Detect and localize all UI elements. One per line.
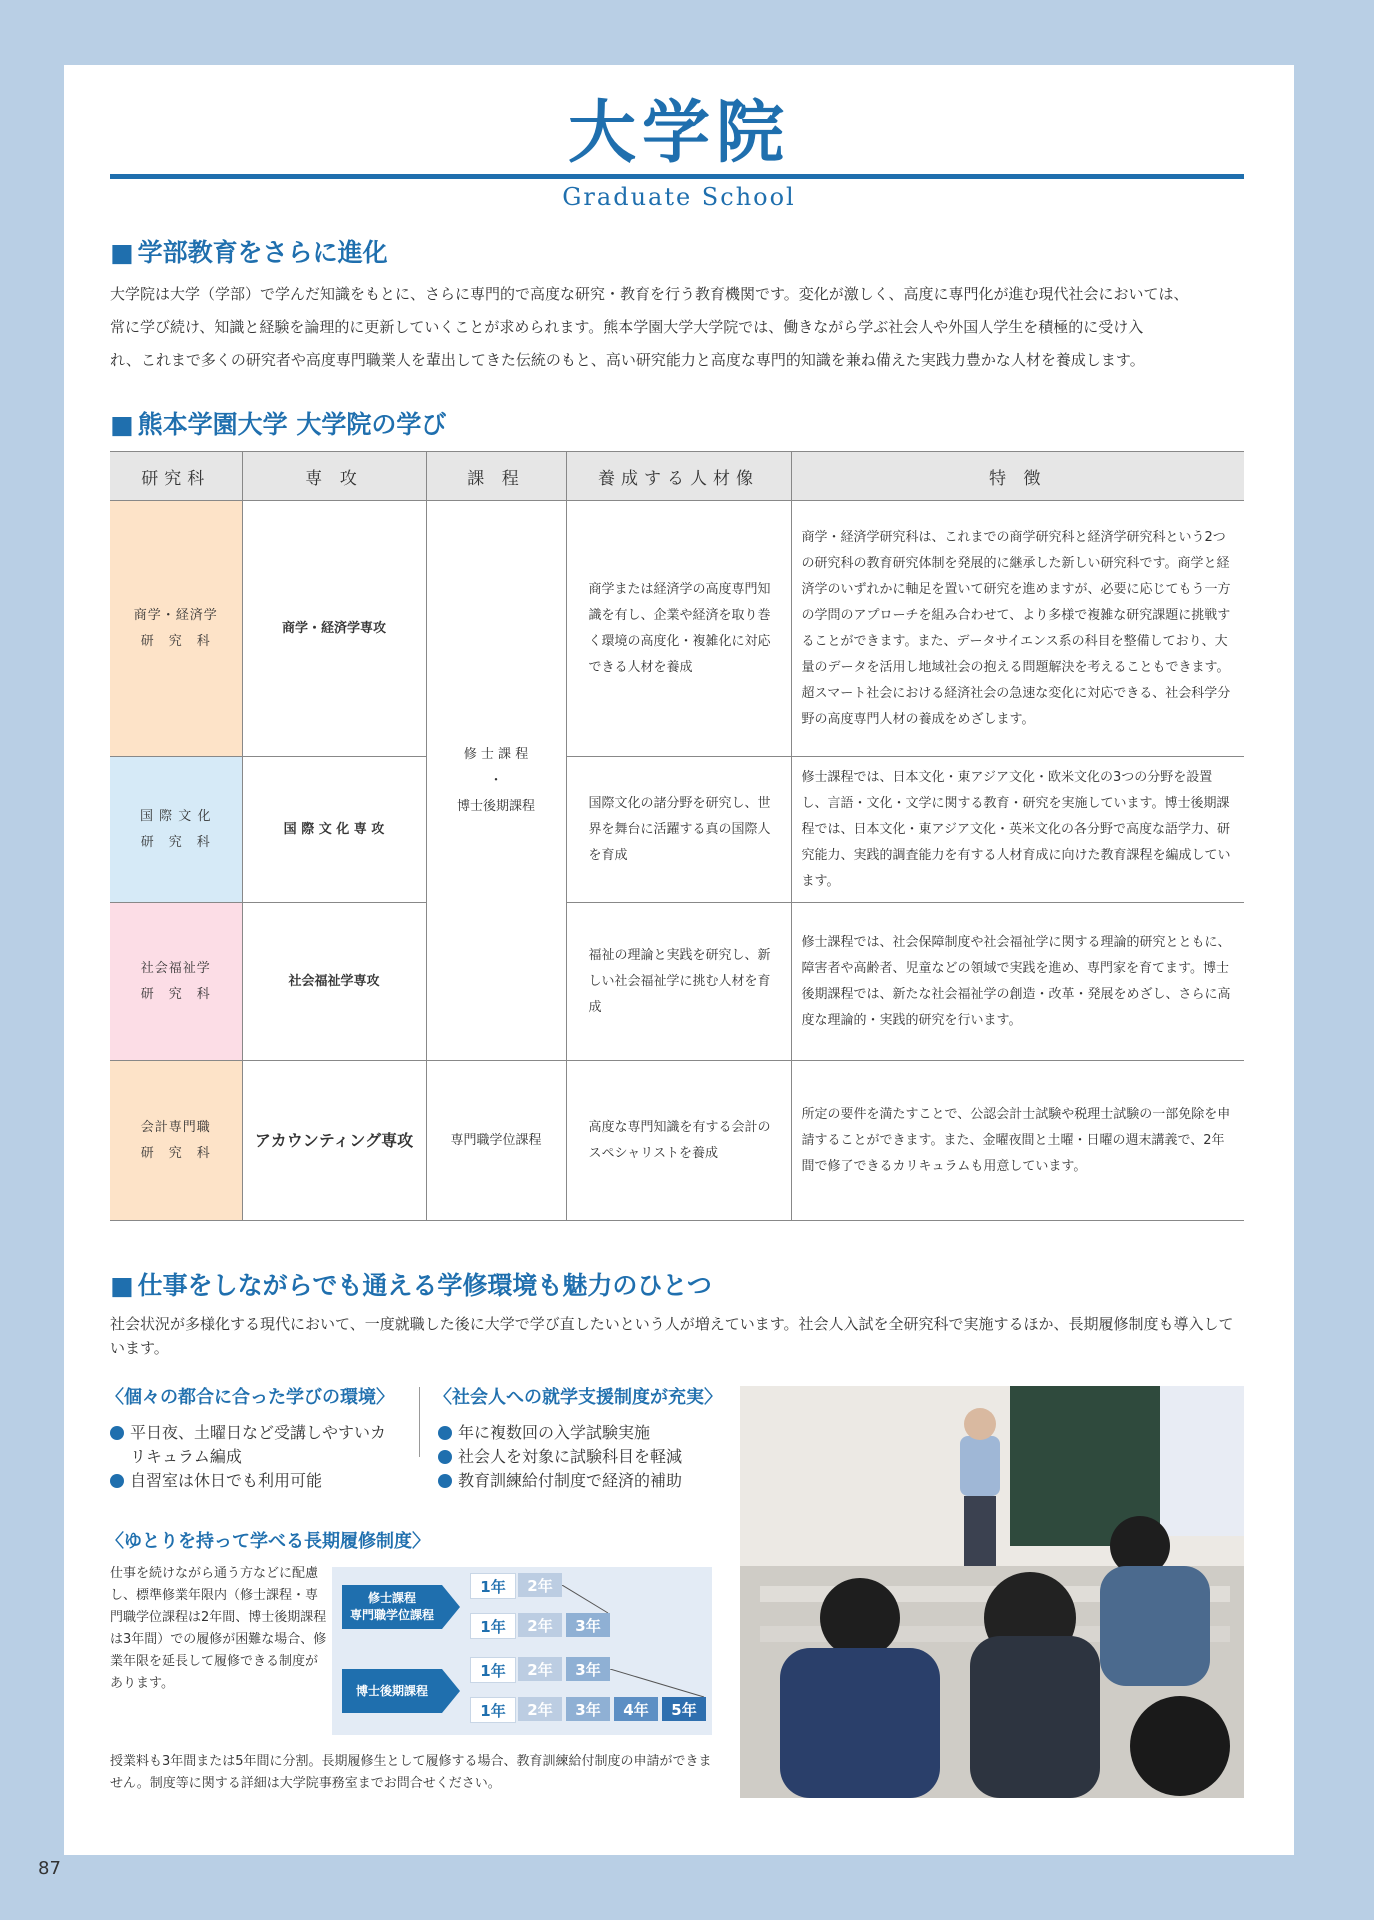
year-box: 1年	[470, 1697, 516, 1723]
year-box: 3年	[566, 1657, 610, 1681]
table-header: 研究科	[110, 452, 242, 501]
list-item: 教育訓練給付制度で経済的補助	[438, 1469, 728, 1493]
title-rule	[110, 174, 1244, 179]
persona-cell: 商学または経済学の高度専門知識を有し、企業や経済を取り巻く環境の高度化・複雑化に対応できる人材を養成	[566, 501, 791, 757]
dept-cell: 国 際 文 化 研 究 科	[110, 757, 242, 903]
year-box: 1年	[470, 1573, 516, 1599]
table-row	[110, 903, 1244, 1061]
table-header-row	[110, 452, 1244, 501]
dept-cell: 会計専門職 研 究 科	[110, 1061, 242, 1221]
page	[64, 65, 1294, 1855]
section1-line: 常に学び続け、知識と経験を論理的に更新していくことが求められます。熊本学園大学大学院では、働きながら学ぶ社会人や外国人学生を積極的に受け入	[110, 318, 1144, 336]
classroom-illustration	[740, 1386, 1244, 1798]
extension-line	[610, 1669, 710, 1699]
page-number: 87	[38, 1858, 61, 1879]
persona-cell: 国際文化の諸分野を研究し、世界を舞台に活躍する真の国際人を育成	[566, 757, 791, 903]
section1-text	[110, 278, 1248, 377]
feature-cell: 商学・経済学研究科は、これまでの商学研究科と経済学研究科という2つの研究科の教育研究体制を発展的に継承した新しい研究科です。商学と経済学のいずれかに軸足を置いて研究を進めますが、必要に応じてもう一方の学問のアプローチを組み合わせて、より多様で複雑な研究課題に挑戦することができます。また、データサイエンス系の科目を整備しており、大量のデータを活用し地域社会の抱える問題解決を考えることもできます。超スマート社会における経済社会の急速な変化に対応できる、社会科学分野の高度専門人材の養成をめざします。	[791, 501, 1244, 757]
page-subtitle: Graduate School	[562, 183, 796, 211]
table-row	[110, 1061, 1244, 1221]
section1-line: 大学院は大学（学部）で学んだ知識をもとに、さらに専門的で高度な研究・教育を行う教育機関です。変化が激しく、高度に専門化が進む現代社会においては、	[110, 285, 1189, 303]
feature-cell: 所定の要件を満たすことで、公認会計士試験や税理士試験の一部免除を申請することができます。また、金曜夜間と土曜・日曜の週末講義で、2年間で修了できるカリキュラムも用意しています。	[791, 1061, 1244, 1221]
table-row	[110, 757, 1244, 903]
section1-line: れ、これまで多くの研究者や高度専門職業人を輩出してきた伝統のもと、高い研究能力と高度な専門的知識を兼ね備えた実践力豊かな人材を養成します。	[110, 351, 1145, 369]
master-arrow-label: 修士課程 専門職学位課程	[342, 1585, 442, 1629]
dept-cell: 商学・経済学 研 究 科	[110, 501, 242, 757]
divider	[419, 1387, 420, 1457]
list-item: 社会人を対象に試験科目を軽減	[438, 1445, 728, 1469]
year-box: 2年	[518, 1573, 562, 1597]
major-cell: 国 際 文 化 専 攻	[242, 757, 426, 903]
major-cell: アカウンティング専攻	[242, 1061, 426, 1221]
year-box: 4年	[614, 1697, 658, 1721]
year-box: 2年	[518, 1697, 562, 1721]
section2-heading: ■ 熊本学園大学 大学院の学び	[110, 405, 446, 441]
year-box: 2年	[518, 1657, 562, 1681]
long-text: 仕事を続けながら通う方などに配慮し、標準修業年限内（修士課程・専門職学位課程は2年間、博士後期課程は3年間）での履修が困難な場合、修業年限を延長して履修できる制度があります。	[110, 1566, 327, 1691]
year-box: 3年	[566, 1697, 610, 1721]
dept-cell: 社会福祉学 研 究 科	[110, 903, 242, 1061]
section3-lead: 社会状況が多様化する現代において、一度就職した後に大学で学び直したいという人が増えています。社会人入試を全研究科で実施するほか、長期履修制度も導入しています。	[110, 1315, 1234, 1357]
box1-list	[110, 1421, 400, 1493]
major-cell: 商学・経済学専攻	[242, 501, 426, 757]
box2-list	[438, 1421, 728, 1493]
year-box: 2年	[518, 1613, 562, 1637]
table-header: 特 徴	[791, 452, 1244, 501]
course-cell: 専門職学位課程	[426, 1061, 566, 1221]
table-header: 課 程	[426, 452, 566, 501]
year-box: 5年	[662, 1697, 706, 1721]
section3-heading: ■ 仕事をしながらでも通える学修環境も魅力のひとつ	[110, 1266, 712, 1302]
feature-cell: 修士課程では、社会保障制度や社会福祉学に関する理論的研究とともに、障害者や高齢者、児童などの領域で実践を進め、専門家を育てます。博士後期課程では、新たな社会福祉学の創造・改革・発展をめざし、さらに高度な理論的・実践的研究を行います。	[791, 903, 1244, 1061]
course-cell: 修 士 課 程 ・ 博士後期課程	[426, 501, 566, 1061]
table-header: 専 攻	[242, 452, 426, 501]
year-box: 3年	[566, 1613, 610, 1637]
persona-cell: 高度な専門知識を有する会計のスペシャリストを養成	[566, 1061, 791, 1221]
long-title: 〈ゆとりを持って学べる長期履修制度〉	[106, 1531, 430, 1552]
page-title: 大学院	[567, 93, 790, 173]
persona-cell: 福祉の理論と実践を研究し、新しい社会福祉学に挑む人材を育成	[566, 903, 791, 1061]
graduate-table	[110, 451, 1244, 1221]
table-row	[110, 501, 1244, 757]
box2-title: 〈社会人への就学支援制度が充実〉	[434, 1387, 722, 1408]
table-header: 養成する人材像	[566, 452, 791, 501]
doctor-arrow-label: 博士後期課程	[342, 1669, 442, 1713]
section1-heading: ■ 学部教育をさらに進化	[110, 233, 388, 269]
section3-note: 授業料も3年間または5年間に分割。長期履修生として履修する場合、教育訓練給付制度の申請ができません。制度等に関する詳細は大学院事務室までお問合せください。	[110, 1754, 712, 1791]
box1-title: 〈個々の都合に合った学びの環境〉	[106, 1387, 394, 1408]
long-term-diagram	[332, 1567, 712, 1735]
list-item: 自習室は休日でも利用可能	[110, 1469, 400, 1493]
major-cell: 社会福祉学専攻	[242, 903, 426, 1061]
year-box: 1年	[470, 1613, 516, 1639]
feature-cell: 修士課程では、日本文化・東アジア文化・欧米文化の3つの分野を設置し、言語・文化・文学に関する教育・研究を実施しています。博士後期課程では、日本文化・東アジア文化・英米文化の各分野で高度な語学力、研究能力、実践的調査能力を有する人材育成に向けた教育課程を編成しています。	[791, 757, 1244, 903]
list-item: 年に複数回の入学試験実施	[438, 1421, 728, 1445]
list-item: 平日夜、土曜日など受講しやすいカリキュラム編成	[110, 1421, 400, 1469]
classroom-photo	[740, 1386, 1244, 1798]
year-box: 1年	[470, 1657, 516, 1683]
extension-line	[562, 1585, 612, 1615]
